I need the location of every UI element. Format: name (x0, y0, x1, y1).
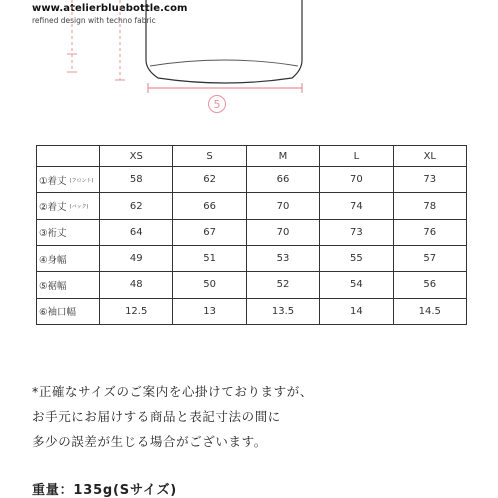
table-cell: 14.5 (393, 298, 466, 324)
row-label-text: ①着丈 (39, 175, 67, 187)
table-cell: 50 (173, 272, 246, 298)
table-header-cell: XL (393, 146, 466, 167)
table-row (37, 167, 467, 193)
table-cell: 13.5 (246, 298, 319, 324)
table-header-cell: XS (100, 146, 173, 167)
table-cell: 66 (246, 167, 319, 193)
size-table (36, 145, 467, 325)
table-cell: 67 (173, 219, 246, 245)
row-label (37, 298, 100, 324)
table-cell: 58 (100, 167, 173, 193)
row-label (37, 193, 100, 219)
brand-tagline: refined design with techno fabric (32, 16, 156, 25)
table-header-cell: M (246, 146, 319, 167)
row-sublabel: (フロント) (69, 177, 94, 184)
table-cell: 78 (393, 193, 466, 219)
table-cell: 70 (246, 219, 319, 245)
row-label (37, 272, 100, 298)
table-cell: 70 (246, 193, 319, 219)
row-label-text: ⑤裾幅 (39, 280, 67, 292)
table-cell: 57 (393, 245, 466, 271)
table-cell: 12.5 (100, 298, 173, 324)
garment-hem (150, 60, 298, 66)
table-cell: 64 (100, 219, 173, 245)
table-cell: 54 (320, 272, 393, 298)
table-header-row (37, 146, 467, 167)
table-cell: 51 (173, 245, 246, 271)
garment-outline (146, 0, 302, 83)
table-cell: 53 (246, 245, 319, 271)
note-line-3: 多少の誤差が生じる場合がございます。 (32, 434, 267, 449)
table-cell: 73 (393, 167, 466, 193)
table-header-cell (37, 146, 100, 167)
row-label-text: ⑥袖口幅 (39, 307, 77, 319)
row-label-text: ③裄丈 (39, 228, 67, 240)
table-header-cell: S (173, 146, 246, 167)
note-line-1: *正確なサイズのご案内を心掛けておりますが、 (32, 384, 313, 399)
table-row (37, 272, 467, 298)
table-cell: 62 (100, 193, 173, 219)
table-cell: 76 (393, 219, 466, 245)
table-cell: 52 (246, 272, 319, 298)
table-cell: 74 (320, 193, 393, 219)
table-cell: 56 (393, 272, 466, 298)
table-cell: 62 (173, 167, 246, 193)
table-cell: 66 (173, 193, 246, 219)
note-line-2: お手元にお届けする商品と表記寸法の間に (32, 409, 281, 424)
row-sublabel: (バック) (69, 204, 89, 211)
table-cell: 48 (100, 272, 173, 298)
table-header-cell: L (320, 146, 393, 167)
row-label (37, 167, 100, 193)
table-row (37, 193, 467, 219)
weight-spec: 重量：135g(Sサイズ) (32, 483, 178, 498)
table-cell: 14 (320, 298, 393, 324)
table-cell: 73 (320, 219, 393, 245)
row-label-text: ②着丈 (39, 202, 67, 214)
row-label (37, 219, 100, 245)
table-cell: 49 (100, 245, 173, 271)
table-row (37, 245, 467, 271)
brand-url: www.atelierbluebottle.com (32, 3, 188, 14)
table-cell: 70 (320, 167, 393, 193)
garment-diagram (0, 0, 498, 130)
row-label (37, 245, 100, 271)
table-row (37, 298, 467, 324)
dimension-marker-5: 5 (208, 95, 226, 113)
table-row (37, 219, 467, 245)
row-label-text: ④身幅 (39, 254, 67, 266)
table-cell: 55 (320, 245, 393, 271)
table-cell: 13 (173, 298, 246, 324)
